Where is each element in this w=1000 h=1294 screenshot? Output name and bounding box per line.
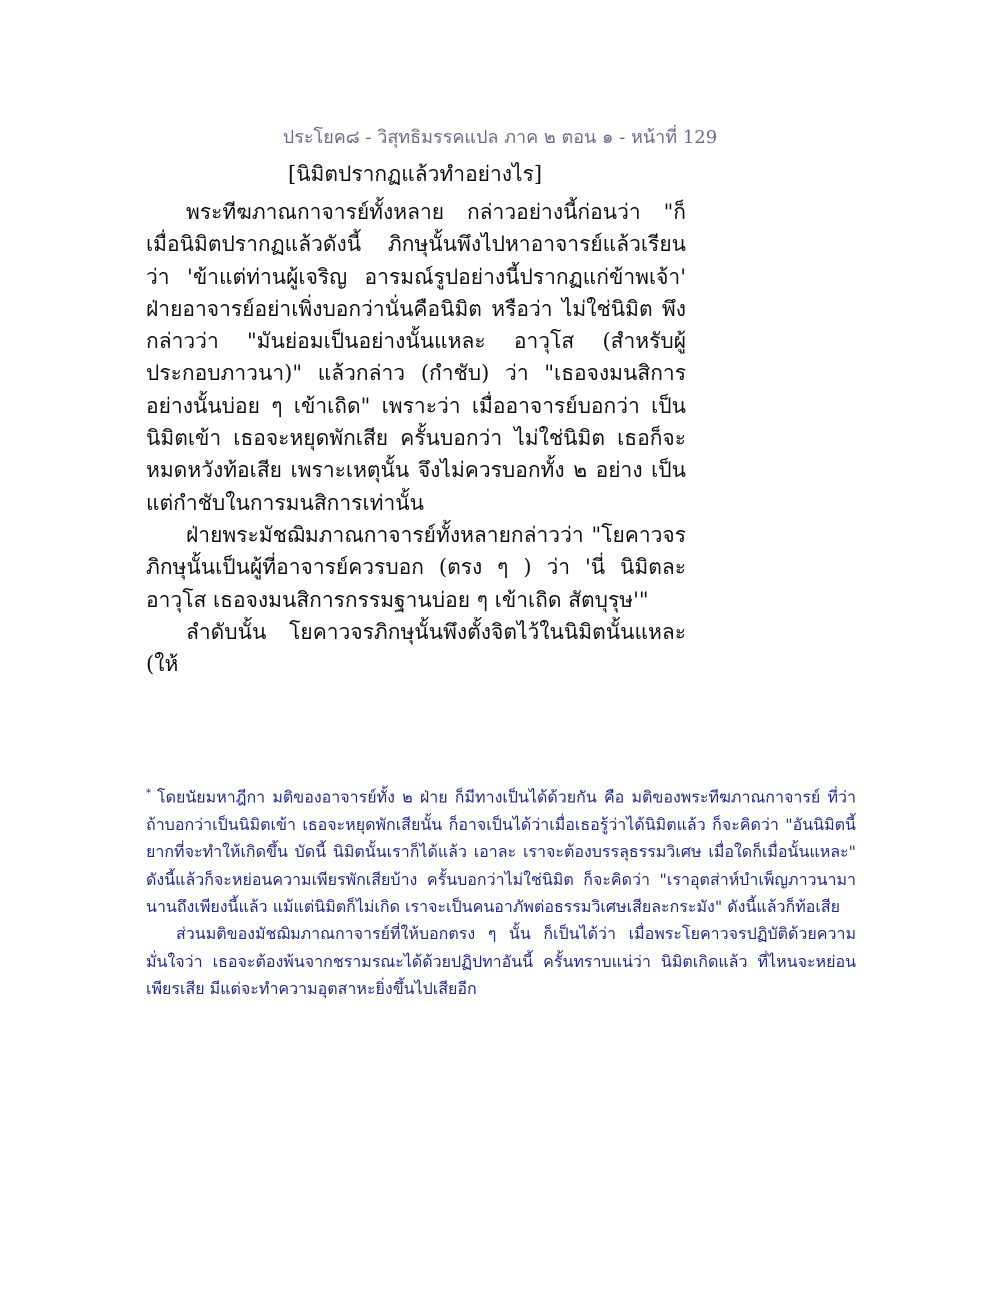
body-paragraph: พระทีฆภาณกาจารย์ทั้งหลาย กล่าวอย่างนี้ก่อนว่า "ก็เมื่อนิมิตปรากฏแล้วดังนี้ ภิกษุนั้นพึงไปหาอาจารย์แล้วเรียนว่า 'ข้าแต่ท่านผู้เจริญ อารมณ์รูปอย่างนี้ปรากฏแก่ข้าพเจ้า' ฝ่ายอาจารย์อย่าเพิ่งบอกว่านั่นคือนิมิต หรือว่า ไม่ใช่นิมิต พึงกล่าวว่า "มันย่อมเป็นอย่างนั้นแหละ อาวุโส (สำหรับผู้ประกอบภาวนา)" แล้วกล่าว (กำชับ) ว่า "เธอจงมนสิการอย่างนั้นบ่อย ๆ เข้าเถิด" เพราะว่า เมื่ออาจารย์บอกว่า เป็นนิมิตเข้า เธอจะหยุดพักเสีย ครั้นบอกว่า ไม่ใช่นิมิต เธอก็จะหมดหวังท้อเสีย เพราะเหตุนั้น จึงไม่ควรบอกทั้ง ๒ อย่าง เป็นแต่กำชับในการมนสิการเท่านั้น [146,200,686,515]
footnote-paragraph: ส่วนมติของมัชฌิมภาณกาจารย์ที่ให้บอกตรง ๆ นั้น ก็เป็นได้ว่า เมื่อพระโยคาวจรปฏิบัติด้วยความมั่นใจว่า เธอจะต้องพ้นจากชรามรณะได้ด้วยปฏิปทาอันนี้ ครั้นทราบแน่ว่า นิมิตเกิดแล้ว ที่ไหนจะหย่อนเพียรเสีย มีแต่จะทำความอุตสาหะยิ่งขึ้นไปเสียอีก [146,924,856,999]
footnote-paragraph [146,780,856,920]
footnote-marker: * [146,788,151,799]
body-text [146,196,686,680]
section-heading: [นิมิตปรากฏแล้วทำอย่างไร] [288,162,543,186]
footnote-text: โดยนัยมหาฎีกา มติของอาจารย์ทั้ง ๒ ฝ่าย ก็มีทางเป็นได้ด้วยกัน คือ มติของพระทีฆภาณกาจารย์ ที่ว่า ถ้าบอกว่าเป็นนิมิตเข้า เธอจะหยุดพักเสียนั้น ก็อาจเป็นได้ว่าเมื่อเธอรู้ว่าได้นิมิตแล้ว ก็จะคิดว่า "อันนิมิตนี้ยากที่จะทำให้เกิดขึ้น บัดนี้ นิมิตนั้นเราก็ได้แล้ว เอาละ เราจะต้องบรรลุธรรมวิเศษ เมื่อใดก็เมื่อนั้นแหละ" ดังนี้แล้วก็จะหย่อนความเพียรพักเสียบ้าง ครั้นบอกว่าไม่ใช่นิมิต ก็จะคิดว่า "เราอุตส่าห์บำเพ็ญภาวนามานานถึงเพียงนี้แล้ว แม้แต่นิมิตก็ไม่เกิด เราจะเป็นคนอาภัพต่อธรรมวิเศษเสียละกระมัง" ดังนี้แล้วก็ท้อเสีย [146,787,856,916]
running-header: ประโยค๘ - วิสุทธิมรรคแปล ภาค ๒ ตอน ๑ - หน้าที่ 129 [282,127,718,148]
body-paragraph: ลำดับนั้น โยคาวจรภิกษุนั้นพึงตั้งจิตไว้ในนิมิตนั้นแหละ (ให้ [146,619,686,677]
footnote [146,780,856,1003]
body-paragraph: ฝ่ายพระมัชฌิมภาณกาจารย์ทั้งหลายกล่าวว่า "โยคาวจรภิกษุนั้นเป็นผู้ที่อาจารย์ควรบอก (ตรง ๆ ) ว่า 'นี่ นิมิตละ อาวุโส เธอจงมนสิการกรรมฐานบ่อย ๆ เข้าเถิด สัตบุรุษ'" [146,522,686,612]
